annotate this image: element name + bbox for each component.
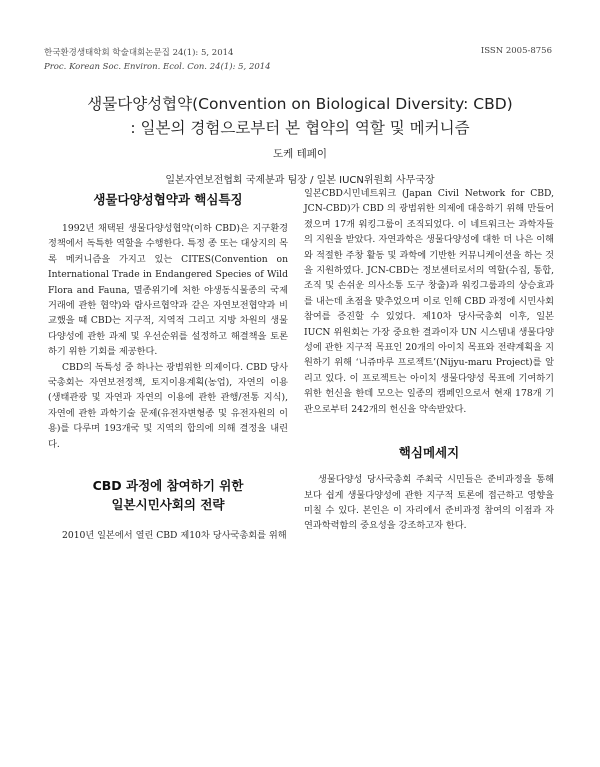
section-heading-features: 생물다양성협약과 핵심특징	[93, 192, 243, 207]
journal-en: Proc. Korean Soc. Environ. Ecol. Con. 24(1): 5, 2014	[44, 62, 271, 72]
issn: ISSN 2005-8756	[480, 46, 552, 56]
author: 도케 테페이	[272, 148, 328, 160]
article-title-line1: 생물다양성협약(Convention on Biological Diversity: CBD)	[87, 95, 513, 113]
paragraph: 1992년 채택된 생물다양성협약(이하 CBD)은 지구환경정책에서 독특한 역할을 수행한다. 특정 종 또는 대상지의 목록 메커니즘을 가지고 있는 CITES(Convention on International Trade in Endangered Species of Wild Flora and Fauna, 멸종위기에 처한 야생동식물종의 국제거래에 관한 협약)와 람사르협약과 같은 자연보전협약과 비교했을 때 CBD는 지구적, 지역적 그리고 지방 차원의 생물다양성에 관한 과제 및 우선순위를 설정하고 해결책을 토론하기 위한 기회를 제공한다.	[48, 223, 288, 358]
paragraph: 2010년 일본에서 열린 CBD 제10차 당사국총회를 위해	[62, 530, 287, 542]
right-column	[304, 186, 554, 534]
running-header	[44, 46, 271, 74]
section-heading-key-message: 핵심메세지	[398, 445, 460, 461]
paragraph: CBD의 독특성 중 하나는 광범위한 의제이다. CBD 당사국총회는 자연보전정책, 토지이용계획(농업), 자연의 이용(생태관광 및 자연과 자연의 이용에 관한 관행/전통 지식), 자연에 관한 과학기술 문제(유전자변형종 및 유전자원의 이용)를 다루며 193개국 및 지역의 합의에 의해 결정을 내린다.	[48, 361, 288, 450]
section-heading-strategy-line1: CBD 과정에 참여하기 위한	[92, 478, 244, 494]
article-title-line2: : 일본의 경험으로부터 본 협약의 역할 및 메커니즘	[130, 119, 470, 137]
journal-ko: 한국환경생태학회 학술대회논문집 24(1): 5, 2014	[44, 48, 234, 58]
paragraph: 일본CBD시민네트워크 (Japan Civil Network for CBD, JCN-CBD)가 CBD 의 광범위한 의제에 대응하기 위해 만들어졌으며 17개 워킹그룹이 조직되었다. 이 네트워크는 과학자들의 지원을 받았다. 자연과학은 생물다양성에 대한 더 나은 이해와 적절한 주창 활동 및 과학에 기반한 커뮤니케이션을 하는 것을 지원하였다. JCN-CBD는 정보센터로서의 역할(수집, 통합, 조직 및 손쉬운 의사소통 도구 창출)과 워킹그룹과의 상승효과를 내는데 초점을 맞추었으며 이로 인해 CBD 과정에 시민사회 참여를 증진할 수 있었다. 제10차 당사국총회 이후, 일본 IUCN 위원회는 가장 중요한 결과이자 UN 시스템내 생물다양성에 관한 지구적 목표인 20개의 아이치 목표와 전략계획을 지원하기 위해 ‘니쥬마루 프로젝트’(Nijyu-maru Project)를 알리고 있다. 이 프로젝트는 아이치 생물다양성 목표에 기여하기 위한 헌신을 한데 모으는 일종의 캠페인으로서 현재 178개 기관으로부터 242개의 헌신을 약속받았다.	[304, 188, 554, 415]
section-heading-strategy-line2: 일본시민사회의 전략	[111, 497, 225, 513]
affiliation: 일본자연보전협회 국제분과 팀장 / 일본 IUCN위원회 사무국장	[165, 175, 435, 186]
left-column	[48, 186, 288, 544]
paragraph: 생물다양성 당사국총회 주최국 시민들은 준비과정을 통해 보다 쉽게 생물다양성에 관한 지구적 토론에 접근하고 영향을 미칠 수 있다. 본인은 이 자리에서 준비과정 참여의 이점과 자연과학력함의 중요성을 강조하고자 한다.	[304, 474, 554, 532]
